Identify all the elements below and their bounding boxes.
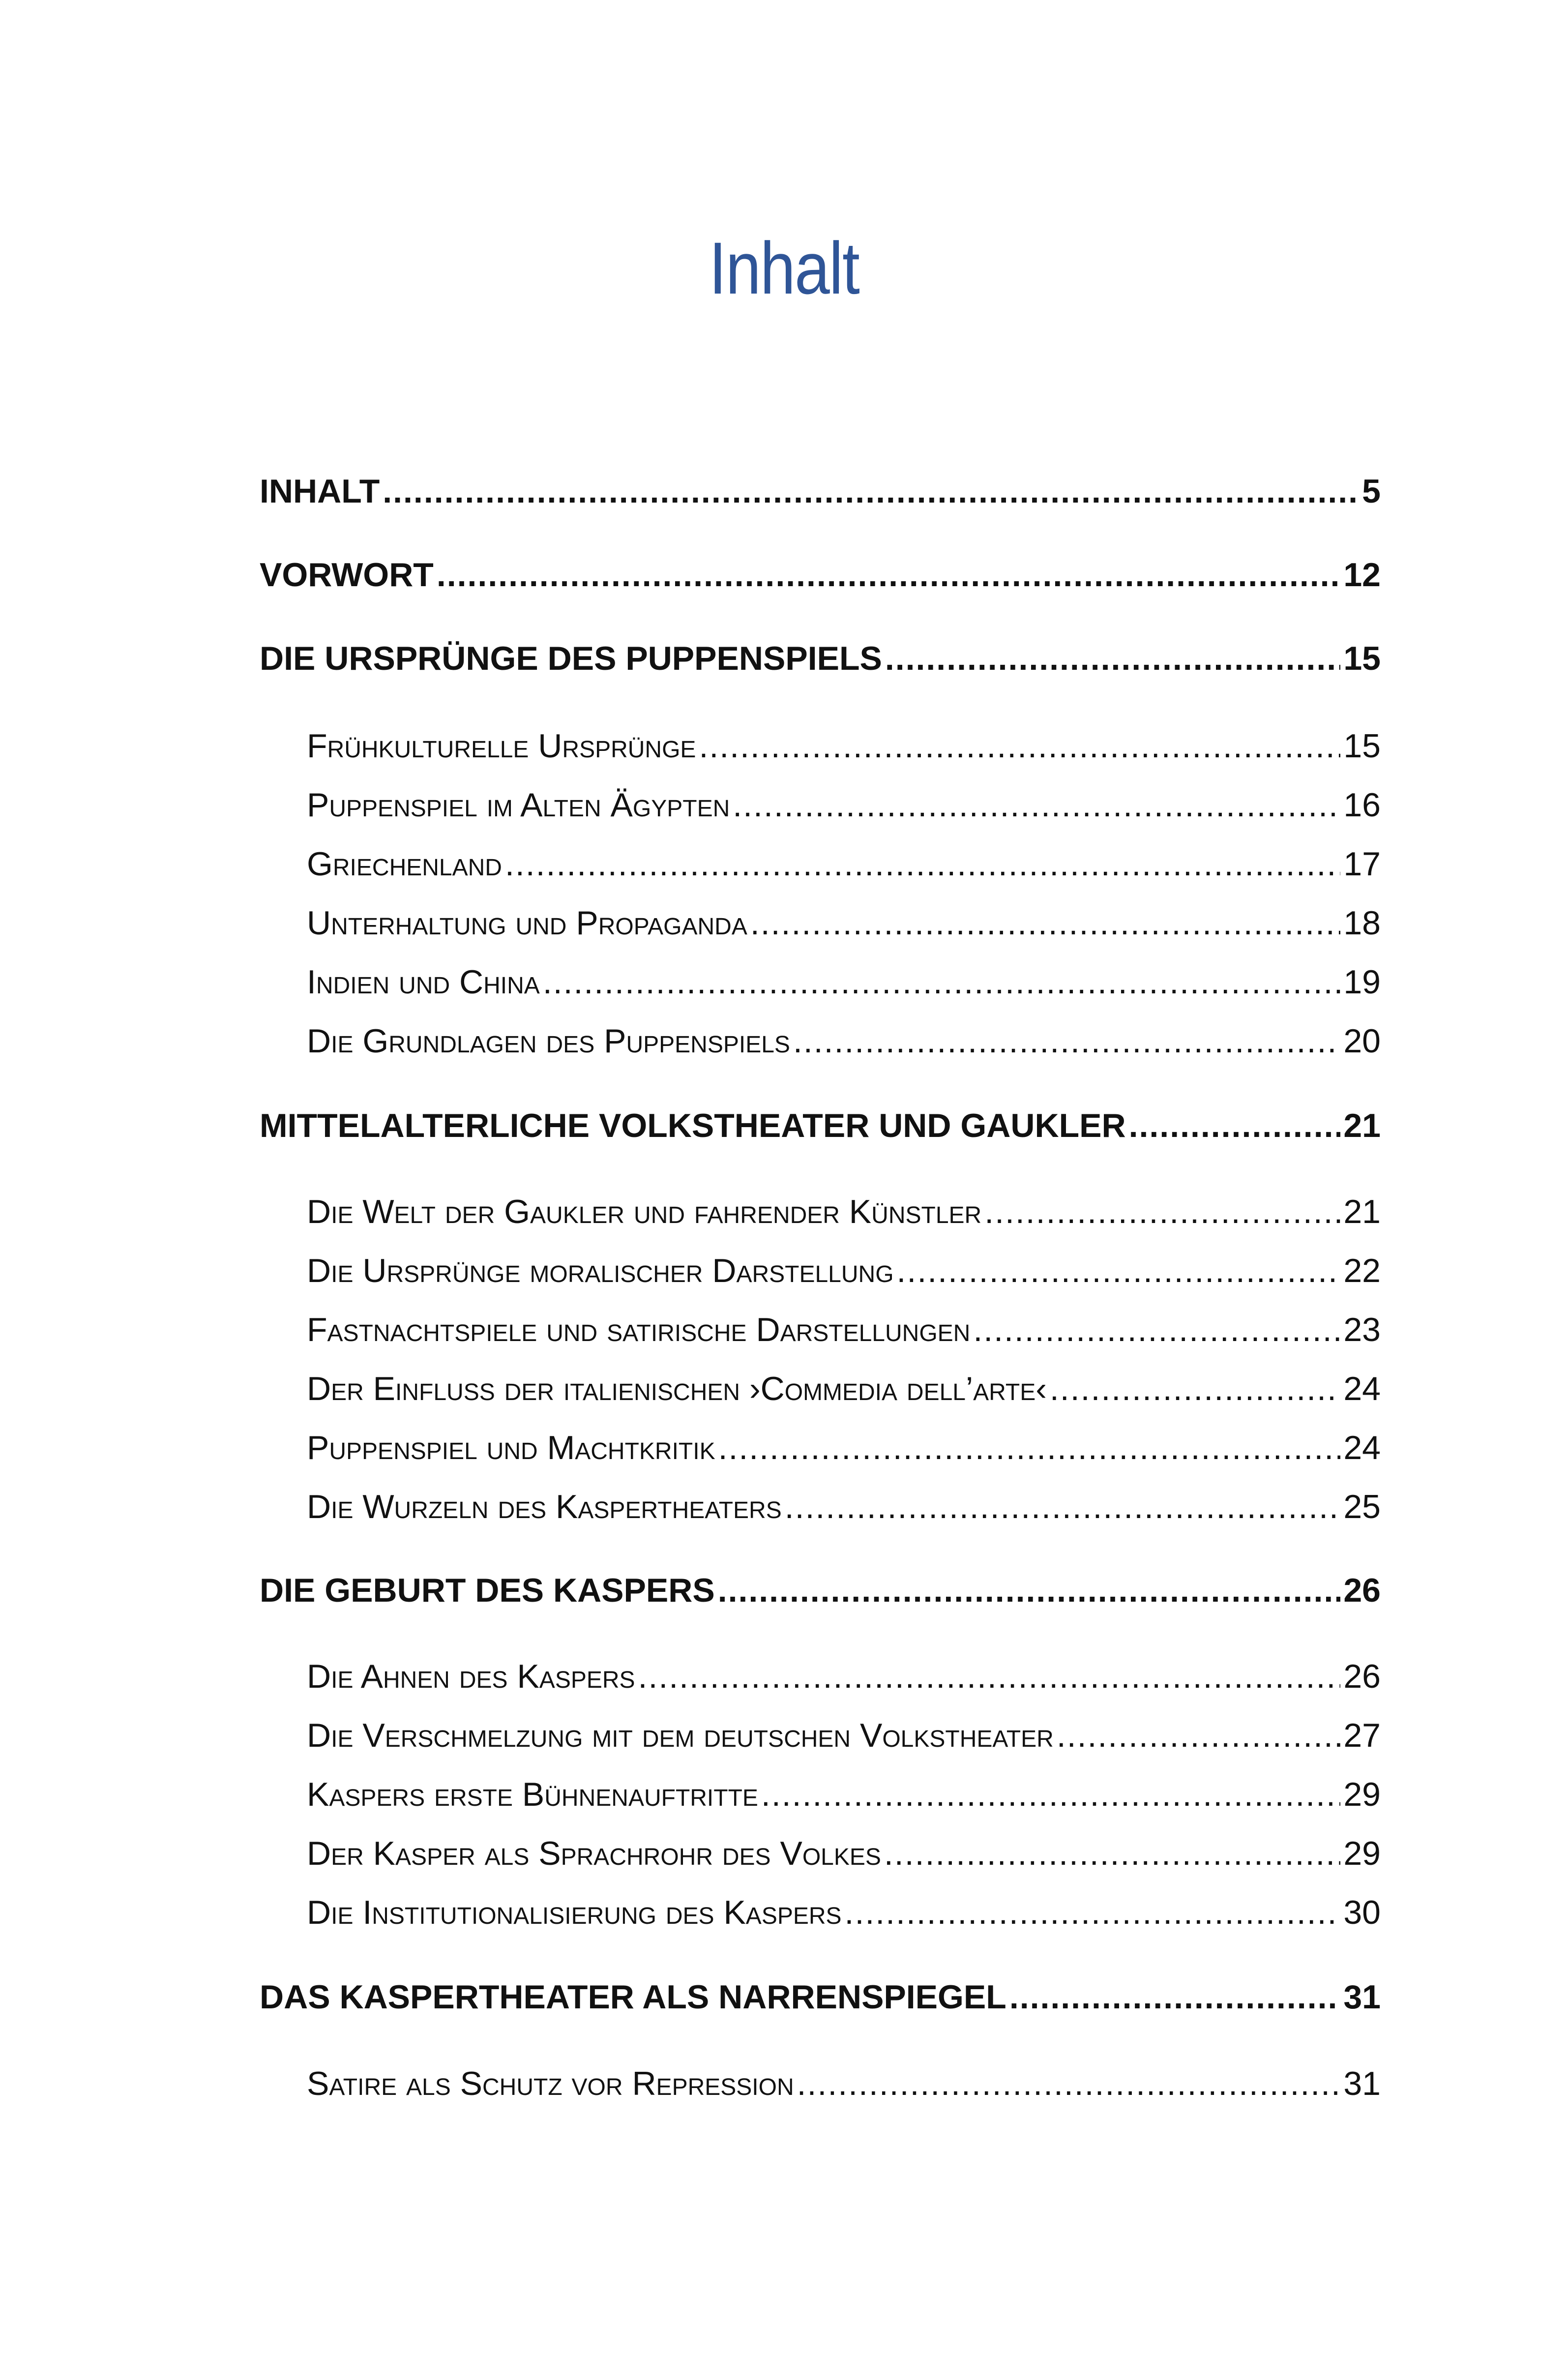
toc-entry-label: Frühkulturelle Ursprünge xyxy=(307,727,696,765)
toc-page-number: 19 xyxy=(1343,963,1381,1001)
toc-section[interactable] xyxy=(307,963,1381,1001)
toc-section[interactable] xyxy=(307,1429,1381,1467)
toc-entry-label: Die Wurzeln des Kaspertheaters xyxy=(307,1488,782,1525)
toc-page-number: 21 xyxy=(1343,1193,1381,1230)
toc-leader-dots xyxy=(797,2064,1341,2103)
toc-entry-label: Indien und China xyxy=(307,963,540,1001)
toc-entry-label: Die Welt der Gaukler und fahrender Künstler xyxy=(307,1193,982,1230)
toc-page-number: 29 xyxy=(1343,1835,1381,1872)
toc-section[interactable] xyxy=(307,1193,1381,1231)
toc-entry-label: Die Ahnen des Kaspers xyxy=(307,1658,635,1695)
toc-leader-dots xyxy=(699,727,1340,765)
toc-section[interactable] xyxy=(307,727,1381,765)
toc-leader-dots xyxy=(437,556,1341,594)
toc-entry-label: Die Ursprünge moralischer Darstellung xyxy=(307,1252,894,1289)
toc-section[interactable] xyxy=(307,1657,1381,1696)
toc-leader-dots xyxy=(897,1252,1341,1290)
toc-page-number: 21 xyxy=(1343,1107,1381,1144)
toc-page-number: 12 xyxy=(1343,556,1381,594)
toc-page-number: 22 xyxy=(1343,1252,1381,1289)
toc-entry-label: Die Grundlagen des Puppenspiels xyxy=(307,1022,790,1060)
toc-section[interactable] xyxy=(307,1311,1381,1349)
toc-section[interactable] xyxy=(307,1370,1381,1408)
toc-entry-label: DAS KASPERTHEATER ALS NARRENSPIEGEL xyxy=(260,1978,1006,2016)
toc-leader-dots xyxy=(1009,1978,1341,2016)
toc-chapter[interactable] xyxy=(260,1106,1381,1145)
toc-entry-label: Fastnachtspiele und satirische Darstellungen xyxy=(307,1311,971,1348)
toc-entry-label: Unterhaltung und Propaganda xyxy=(307,904,747,942)
toc-page-number: 26 xyxy=(1343,1572,1381,1609)
toc-leader-dots xyxy=(733,786,1340,824)
toc-section[interactable] xyxy=(307,1775,1381,1814)
toc-page-number: 30 xyxy=(1343,1894,1381,1931)
toc-entry-label: Der Einfluss der italienischen ›Commedia dell’arte‹ xyxy=(307,1370,1047,1407)
toc-entry-label: DIE GEBURT DES KASPERS xyxy=(260,1572,715,1609)
toc-entry-label: DIE URSPRÜNGE DES PUPPENSPIELS xyxy=(260,640,882,677)
toc-leader-dots xyxy=(1050,1370,1340,1408)
toc-leader-dots xyxy=(885,639,1341,678)
toc-leader-dots xyxy=(1057,1716,1341,1755)
toc-leader-dots xyxy=(543,963,1341,1001)
page-title: Inhalt xyxy=(709,227,859,309)
toc-entry-label: Satire als Schutz vor Repression xyxy=(307,2065,794,2102)
toc-leader-dots xyxy=(750,904,1340,942)
toc-page-number: 26 xyxy=(1343,1658,1381,1695)
toc-chapter[interactable] xyxy=(260,472,1381,510)
toc-leader-dots xyxy=(984,1193,1340,1231)
toc-entry-label: Die Verschmelzung mit dem deutschen Volkstheater xyxy=(307,1717,1054,1754)
toc-section[interactable] xyxy=(307,845,1381,883)
toc-leader-dots xyxy=(1129,1106,1341,1145)
toc-chapter[interactable] xyxy=(260,1978,1381,2016)
toc-leader-dots xyxy=(718,1571,1341,1610)
toc-entry-label: Die Institutionalisierung des Kaspers xyxy=(307,1894,842,1931)
toc-entry-label: Der Kasper als Sprachrohr des Volkes xyxy=(307,1835,881,1872)
toc-section[interactable] xyxy=(307,1834,1381,1873)
toc-section[interactable] xyxy=(307,904,1381,942)
toc-leader-dots xyxy=(785,1488,1341,1526)
toc-section[interactable] xyxy=(307,1252,1381,1290)
toc-page-number: 15 xyxy=(1343,640,1381,677)
toc-entry-label: INHALT xyxy=(260,473,380,510)
toc-page-number: 24 xyxy=(1343,1370,1381,1407)
toc-chapter[interactable] xyxy=(260,639,1381,678)
toc-page-number: 24 xyxy=(1343,1429,1381,1466)
toc-leader-dots xyxy=(638,1657,1341,1696)
toc-entry-label: MITTELALTERLICHE VOLKSTHEATER UND GAUKLER xyxy=(260,1107,1126,1144)
toc-page-number: 5 xyxy=(1362,473,1381,510)
toc-entry-label: VORWORT xyxy=(260,556,434,594)
toc-page-number: 27 xyxy=(1343,1717,1381,1754)
toc-section[interactable] xyxy=(307,1022,1381,1060)
toc-leader-dots xyxy=(761,1775,1340,1814)
toc-page-number: 15 xyxy=(1343,727,1381,765)
toc-section[interactable] xyxy=(307,2064,1381,2103)
toc-entry-label: Kaspers erste Bühnenauftritte xyxy=(307,1776,758,1813)
toc-section[interactable] xyxy=(307,1488,1381,1526)
toc-leader-dots xyxy=(845,1893,1341,1932)
toc-leader-dots xyxy=(793,1022,1340,1060)
toc-page-number: 31 xyxy=(1343,1978,1381,2016)
toc-chapter[interactable] xyxy=(260,556,1381,594)
toc-section[interactable] xyxy=(307,1716,1381,1755)
toc-page-number: 16 xyxy=(1343,786,1381,824)
toc-page-number: 17 xyxy=(1343,845,1381,883)
toc-leader-dots xyxy=(884,1834,1340,1873)
toc-entry-label: Puppenspiel im Alten Ägypten xyxy=(307,786,730,824)
toc-page-number: 18 xyxy=(1343,904,1381,942)
toc-entry-label: Griechenland xyxy=(307,845,502,883)
toc-chapter[interactable] xyxy=(260,1571,1381,1610)
toc-leader-dots xyxy=(973,1311,1340,1349)
toc-section[interactable] xyxy=(307,786,1381,824)
toc-leader-dots xyxy=(505,845,1340,883)
toc-entry-label: Puppenspiel und Machtkritik xyxy=(307,1429,715,1466)
toc-leader-dots xyxy=(383,472,1359,510)
toc-page-number: 25 xyxy=(1343,1488,1381,1525)
toc-page-number: 20 xyxy=(1343,1022,1381,1060)
toc-page-number: 29 xyxy=(1343,1776,1381,1813)
toc-page-number: 31 xyxy=(1343,2065,1381,2102)
toc-page-number: 23 xyxy=(1343,1311,1381,1348)
toc-leader-dots xyxy=(718,1429,1341,1467)
toc-section[interactable] xyxy=(307,1893,1381,1932)
